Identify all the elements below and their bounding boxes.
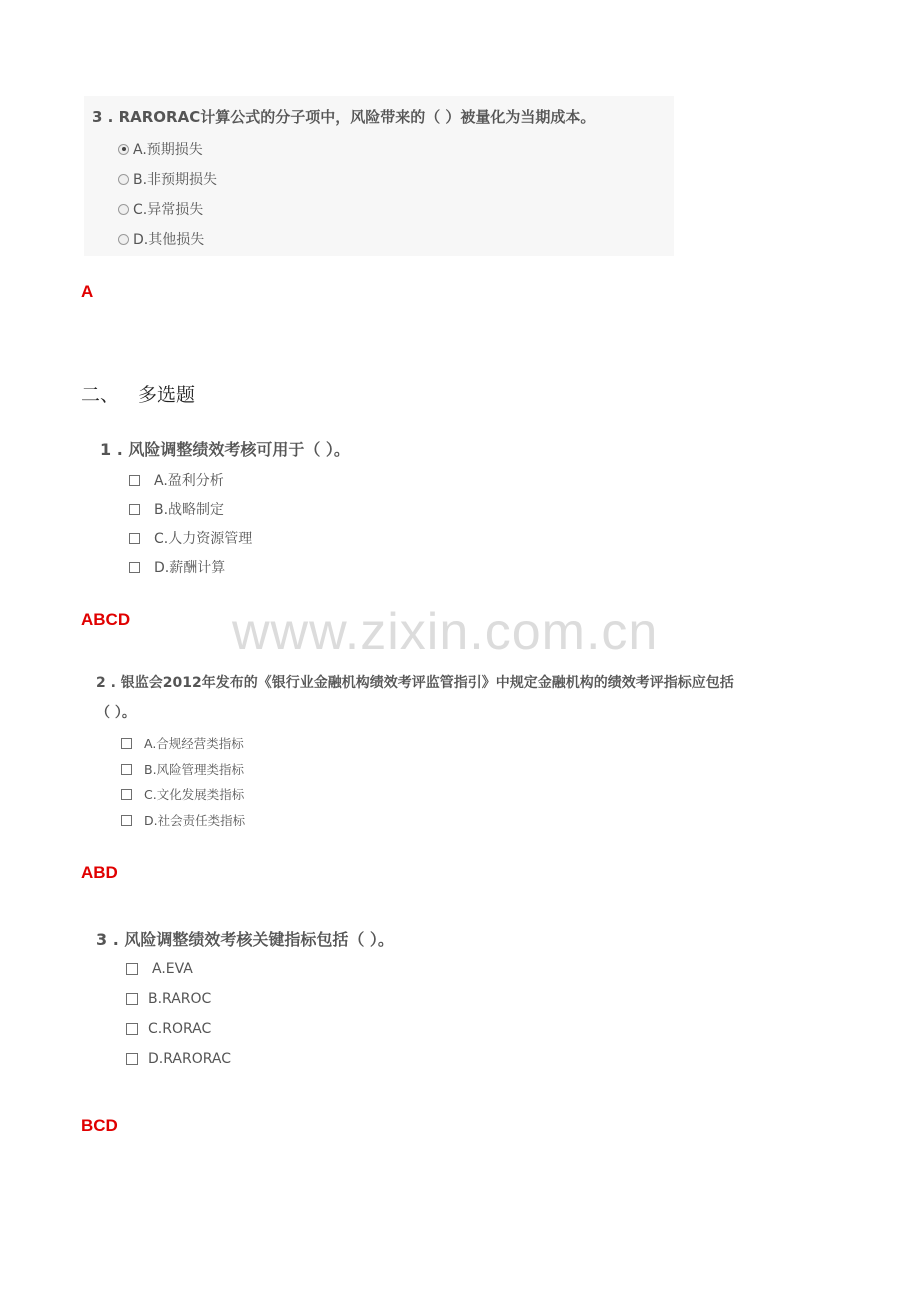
option-b[interactable] xyxy=(126,991,211,1007)
option-label: B.战略制定 xyxy=(154,502,225,518)
radio-checked-icon[interactable] xyxy=(118,144,129,155)
option-b[interactable] xyxy=(129,499,224,519)
checkbox-icon[interactable] xyxy=(121,764,132,775)
option-c[interactable] xyxy=(126,1021,211,1037)
option-label: A.盈利分析 xyxy=(154,473,224,489)
option-label: A.预期损失 xyxy=(133,142,203,158)
checkbox-icon[interactable] xyxy=(121,738,132,749)
option-a[interactable] xyxy=(118,139,203,159)
checkbox-icon[interactable] xyxy=(129,562,140,573)
answer-text: A xyxy=(81,282,94,301)
question-text-line2: （ ）。 xyxy=(96,705,136,721)
option-label: B.非预期损失 xyxy=(133,172,218,188)
option-label: A.EVA xyxy=(152,961,193,977)
option-label: C.RORAC xyxy=(148,1021,212,1037)
option-d[interactable] xyxy=(118,229,204,249)
radio-icon[interactable] xyxy=(118,204,129,215)
question-text: 1 . 风险调整绩效考核可用于（ ）。 xyxy=(100,440,350,459)
checkbox-icon[interactable] xyxy=(129,475,140,486)
option-c[interactable] xyxy=(121,785,244,803)
option-a[interactable] xyxy=(121,734,244,752)
option-c[interactable] xyxy=(129,528,252,548)
watermark: www.zixin.com.cn xyxy=(232,603,659,661)
checkbox-icon[interactable] xyxy=(121,789,132,800)
option-b[interactable] xyxy=(118,169,217,189)
option-d[interactable] xyxy=(126,1051,231,1067)
radio-icon[interactable] xyxy=(118,174,129,185)
checkbox-icon[interactable] xyxy=(126,1023,138,1035)
option-label: D.其他损失 xyxy=(133,232,205,248)
option-label: D.薪酬计算 xyxy=(154,560,226,576)
answer-text: ABCD xyxy=(81,610,131,629)
option-d[interactable] xyxy=(121,811,245,829)
option-d[interactable] xyxy=(129,557,225,577)
option-label: C.异常损失 xyxy=(133,202,204,218)
option-label: B.RAROC xyxy=(148,991,212,1007)
option-label: C.人力资源管理 xyxy=(154,531,253,547)
option-label: D.社会责任类指标 xyxy=(144,813,246,828)
question-text: 3 . RARORAC计算公式的分子项中，风险带来的（ ）被量化为当期成本。 xyxy=(92,108,596,126)
checkbox-icon[interactable] xyxy=(121,815,132,826)
radio-icon[interactable] xyxy=(118,234,129,245)
option-c[interactable] xyxy=(118,199,203,219)
option-label: C.文化发展类指标 xyxy=(144,787,245,802)
option-b[interactable] xyxy=(121,760,244,778)
option-label: A.合规经营类指标 xyxy=(144,736,244,751)
checkbox-icon[interactable] xyxy=(126,1053,138,1065)
section-title: 多选题 xyxy=(138,384,196,406)
checkbox-icon[interactable] xyxy=(129,504,140,515)
option-a[interactable] xyxy=(126,961,193,977)
option-label: D.RARORAC xyxy=(148,1051,231,1067)
checkbox-icon[interactable] xyxy=(129,533,140,544)
question-text-line1: 2 . 银监会2012年发布的《银行业金融机构绩效考评监管指引》中规定金融机构的绩效考评指标应包括 xyxy=(96,675,734,691)
section-number: 二、 xyxy=(81,384,120,406)
question-text: 3 . 风险调整绩效考核关键指标包括（ ）。 xyxy=(96,930,394,949)
option-label: B.风险管理类指标 xyxy=(144,762,245,777)
checkbox-icon[interactable] xyxy=(126,963,138,975)
checkbox-icon[interactable] xyxy=(126,993,138,1005)
answer-text: BCD xyxy=(81,1116,118,1135)
answer-text: ABD xyxy=(81,863,118,882)
option-a[interactable] xyxy=(129,470,224,490)
